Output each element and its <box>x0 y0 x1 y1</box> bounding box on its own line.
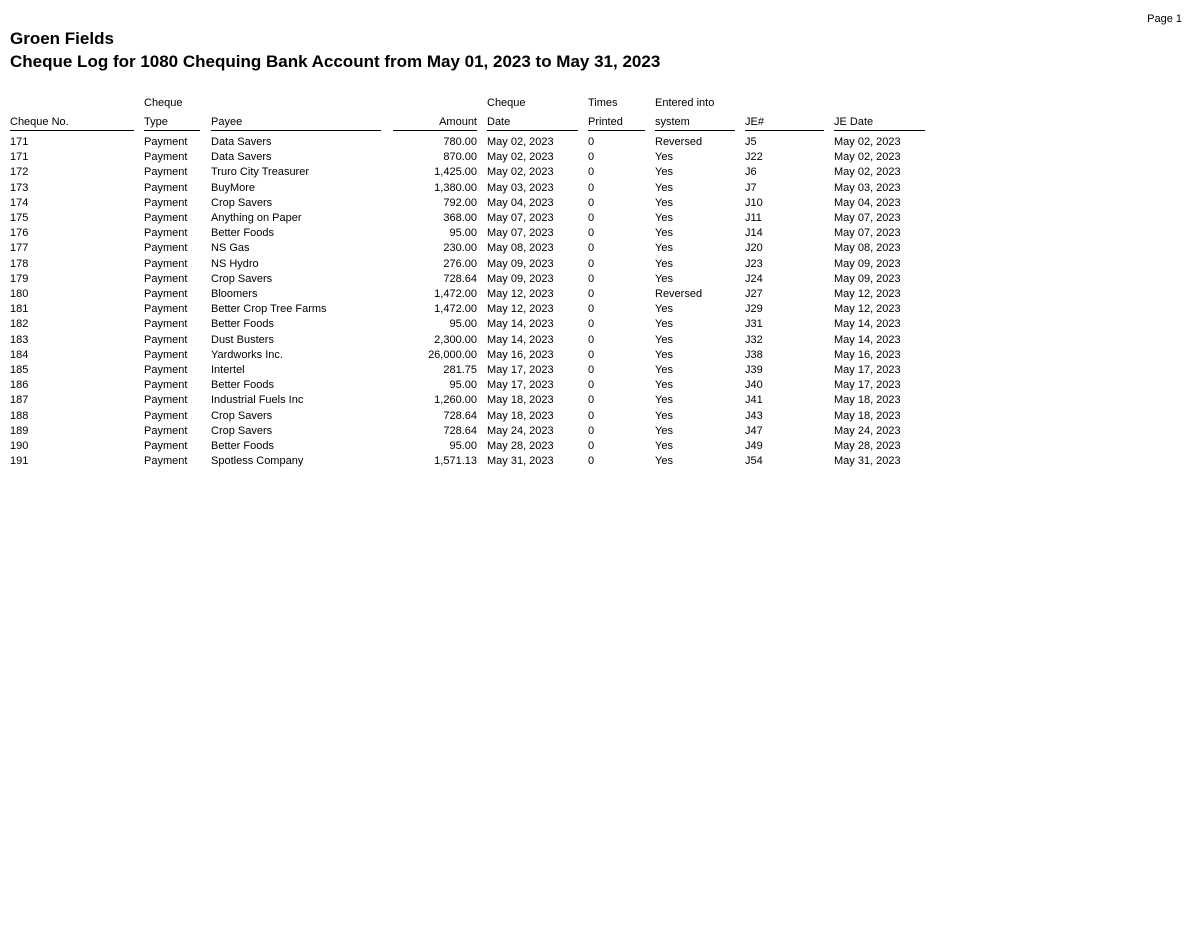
table-cell-cheque_no: 175 <box>10 212 29 224</box>
table-cell-type: Payment <box>144 288 188 300</box>
table-cell-times_printed: 0 <box>588 440 595 452</box>
table-cell-cheque_no: 181 <box>10 303 29 316</box>
table-cell-cheque_no: 177 <box>10 242 29 255</box>
table-cell-times_printed: 0 <box>588 242 595 255</box>
table-cell-times_printed: 0 <box>588 227 595 240</box>
table-cell-cheque_date: May 02, 2023 <box>487 151 554 164</box>
table-cell-je_date: May 14, 2023 <box>834 333 901 346</box>
table-cell-type: Payment <box>144 440 188 452</box>
table-cell-je_date: May 02, 2023 <box>834 151 901 164</box>
table-cell-amount: 95.00 <box>449 318 477 331</box>
table-cell-cheque_no: 189 <box>10 424 29 437</box>
table-cell-payee: Anything on Paper <box>211 212 302 224</box>
table-cell-cheque_date: May 14, 2023 <box>487 333 554 346</box>
table-cell-entered: Yes <box>655 151 673 164</box>
table-cell-entered: Yes <box>655 196 673 209</box>
table-cell-je_date: May 17, 2023 <box>834 364 901 376</box>
table-cell-entered: Yes <box>655 318 673 331</box>
table-cell-amount: 1,571.13 <box>434 455 477 468</box>
table-cell-cheque_no: 183 <box>10 333 29 346</box>
table-cell-je_no: J29 <box>745 303 763 316</box>
table-cell-entered: Yes <box>655 166 673 179</box>
column-header-type: Type <box>144 116 168 128</box>
table-cell-payee: Yardworks Inc. <box>211 348 283 361</box>
table-cell-cheque_date: May 02, 2023 <box>487 166 554 179</box>
table-cell-payee: Data Savers <box>211 136 272 148</box>
table-cell-je_no: J20 <box>745 242 763 255</box>
table-cell-payee: Better Foods <box>211 227 274 240</box>
column-header-je_date: JE Date <box>834 116 874 128</box>
table-cell-payee: Spotless Company <box>211 455 304 468</box>
table-cell-cheque_no: 191 <box>10 455 29 468</box>
table-cell-entered: Yes <box>655 212 673 224</box>
table-cell-amount: 1,472.00 <box>434 303 477 316</box>
table-cell-je_no: J22 <box>745 151 763 164</box>
table-cell-payee: Crop Savers <box>211 196 273 209</box>
table-cell-cheque_no: 174 <box>10 196 29 209</box>
table-cell-cheque_date: May 24, 2023 <box>487 424 554 437</box>
table-cell-cheque_date: May 02, 2023 <box>487 136 554 148</box>
table-cell-amount: 1,472.00 <box>434 288 477 300</box>
table-cell-type: Payment <box>144 227 188 240</box>
table-cell-entered: Yes <box>655 394 673 407</box>
table-cell-payee: NS Gas <box>211 242 250 255</box>
table-cell-cheque_no: 173 <box>10 181 29 194</box>
table-cell-times_printed: 0 <box>588 196 595 209</box>
table-cell-type: Payment <box>144 424 188 437</box>
table-cell-amount: 26,000.00 <box>428 348 477 361</box>
table-cell-entered: Yes <box>655 409 673 422</box>
table-cell-je_date: May 12, 2023 <box>834 288 901 300</box>
table-cell-je_date: May 08, 2023 <box>834 242 901 255</box>
table-cell-payee: Industrial Fuels Inc <box>211 394 304 407</box>
column-header-payee: Payee <box>211 116 243 128</box>
table-cell-payee: Better Foods <box>211 440 274 452</box>
header-underline <box>487 130 578 131</box>
table-cell-times_printed: 0 <box>588 455 595 468</box>
table-cell-times_printed: 0 <box>588 379 595 392</box>
column-header-je_no: JE# <box>745 116 764 128</box>
table-cell-amount: 780.00 <box>443 136 477 148</box>
column-header-top-times_printed: Times <box>588 97 618 109</box>
table-cell-cheque_date: May 08, 2023 <box>487 242 554 255</box>
table-cell-je_date: May 04, 2023 <box>834 196 901 209</box>
page-number: Page 1 <box>1147 13 1182 25</box>
table-cell-je_no: J40 <box>745 379 763 392</box>
table-cell-type: Payment <box>144 272 188 285</box>
table-cell-entered: Yes <box>655 348 673 361</box>
table-cell-entered: Yes <box>655 227 673 240</box>
table-cell-amount: 95.00 <box>449 440 477 452</box>
table-cell-type: Payment <box>144 151 188 164</box>
table-cell-cheque_no: 184 <box>10 348 29 361</box>
table-cell-cheque_no: 179 <box>10 272 29 285</box>
table-cell-times_printed: 0 <box>588 136 595 148</box>
header-underline <box>211 130 381 131</box>
table-cell-payee: Data Savers <box>211 151 272 164</box>
table-cell-je_no: J11 <box>745 212 762 224</box>
table-cell-cheque_date: May 17, 2023 <box>487 379 554 392</box>
table-cell-type: Payment <box>144 181 188 194</box>
table-cell-amount: 1,260.00 <box>434 394 477 407</box>
column-header-top-entered: Entered into <box>655 97 715 109</box>
table-cell-amount: 276.00 <box>443 257 477 270</box>
table-cell-cheque_no: 190 <box>10 440 29 452</box>
header-underline <box>745 130 824 131</box>
column-header-top-type: Cheque <box>144 97 183 109</box>
table-cell-payee: BuyMore <box>211 181 256 194</box>
table-cell-entered: Yes <box>655 440 673 452</box>
table-cell-type: Payment <box>144 257 188 270</box>
table-cell-je_no: J6 <box>745 166 757 179</box>
table-cell-entered: Yes <box>655 333 673 346</box>
table-cell-cheque_date: May 18, 2023 <box>487 394 554 407</box>
table-cell-cheque_date: May 16, 2023 <box>487 348 554 361</box>
table-cell-je_no: J10 <box>745 196 763 209</box>
table-cell-je_no: J7 <box>745 181 757 194</box>
table-cell-type: Payment <box>144 242 188 255</box>
table-cell-amount: 95.00 <box>449 227 477 240</box>
table-cell-cheque_date: May 09, 2023 <box>487 272 554 285</box>
table-cell-je_no: J32 <box>745 333 763 346</box>
table-cell-entered: Yes <box>655 424 673 437</box>
table-cell-times_printed: 0 <box>588 424 595 437</box>
table-cell-type: Payment <box>144 409 188 422</box>
table-cell-cheque_date: May 12, 2023 <box>487 288 554 300</box>
table-cell-entered: Yes <box>655 257 673 270</box>
table-cell-entered: Yes <box>655 272 673 285</box>
table-cell-je_date: May 12, 2023 <box>834 303 901 316</box>
table-cell-je_date: May 16, 2023 <box>834 348 901 361</box>
table-cell-cheque_date: May 04, 2023 <box>487 196 554 209</box>
table-cell-cheque_date: May 18, 2023 <box>487 409 554 422</box>
column-header-cheque_no: Cheque No. <box>10 116 69 128</box>
table-cell-amount: 368.00 <box>443 212 477 224</box>
table-cell-amount: 728.64 <box>443 272 477 285</box>
table-cell-je_date: May 31, 2023 <box>834 455 901 468</box>
table-cell-times_printed: 0 <box>588 272 595 285</box>
column-header-entered: system <box>655 116 690 128</box>
table-cell-amount: 1,380.00 <box>434 181 477 194</box>
table-cell-je_no: J31 <box>745 318 763 331</box>
table-cell-amount: 870.00 <box>443 151 477 164</box>
table-cell-je_date: May 24, 2023 <box>834 424 901 437</box>
table-cell-cheque_date: May 03, 2023 <box>487 181 554 194</box>
table-cell-payee: Better Foods <box>211 379 274 392</box>
table-cell-cheque_no: 171 <box>10 136 29 148</box>
table-cell-cheque_date: May 09, 2023 <box>487 257 554 270</box>
table-cell-cheque_date: May 17, 2023 <box>487 364 554 376</box>
table-cell-amount: 281.75 <box>443 364 477 376</box>
table-cell-times_printed: 0 <box>588 288 595 300</box>
header-underline <box>588 130 645 131</box>
table-cell-je_no: J39 <box>745 364 763 376</box>
table-cell-payee: Bloomers <box>211 288 258 300</box>
table-cell-times_printed: 0 <box>588 409 595 422</box>
table-cell-times_printed: 0 <box>588 364 595 376</box>
header-underline <box>393 130 477 131</box>
table-cell-payee: Truro City Treasurer <box>211 166 310 179</box>
table-cell-entered: Yes <box>655 181 673 194</box>
table-cell-cheque_date: May 07, 2023 <box>487 227 554 240</box>
table-cell-je_date: May 17, 2023 <box>834 379 901 392</box>
table-cell-type: Payment <box>144 348 188 361</box>
table-cell-times_printed: 0 <box>588 181 595 194</box>
table-cell-times_printed: 0 <box>588 303 595 316</box>
report-title: Cheque Log for 1080 Chequing Bank Account from May 01, 2023 to May 31, 2023 <box>10 52 661 71</box>
table-cell-type: Payment <box>144 212 188 224</box>
header-underline <box>10 130 134 131</box>
header-underline <box>144 130 200 131</box>
table-cell-je_no: J43 <box>745 409 763 422</box>
table-cell-entered: Reversed <box>655 136 703 148</box>
table-cell-je_date: May 02, 2023 <box>834 136 901 148</box>
table-cell-type: Payment <box>144 379 188 392</box>
table-cell-entered: Yes <box>655 242 673 255</box>
table-cell-cheque_no: 180 <box>10 288 29 300</box>
table-cell-amount: 792.00 <box>443 196 477 209</box>
table-cell-type: Payment <box>144 455 188 468</box>
table-cell-cheque_no: 171 <box>10 151 29 164</box>
table-cell-je_no: J38 <box>745 348 763 361</box>
table-cell-amount: 2,300.00 <box>434 333 477 346</box>
table-cell-entered: Reversed <box>655 288 703 300</box>
table-cell-amount: 1,425.00 <box>434 166 477 179</box>
table-cell-entered: Yes <box>655 379 673 392</box>
table-cell-times_printed: 0 <box>588 318 595 331</box>
table-cell-amount: 95.00 <box>449 379 477 392</box>
company-name: Groen Fields <box>10 29 114 48</box>
table-cell-times_printed: 0 <box>588 348 595 361</box>
table-cell-cheque_no: 176 <box>10 227 29 240</box>
table-cell-cheque_no: 187 <box>10 394 29 407</box>
table-cell-je_date: May 09, 2023 <box>834 272 901 285</box>
table-cell-je_no: J23 <box>745 257 763 270</box>
table-cell-amount: 728.64 <box>443 424 477 437</box>
header-underline <box>834 130 925 131</box>
table-cell-payee: Crop Savers <box>211 424 273 437</box>
table-cell-payee: Crop Savers <box>211 409 273 422</box>
table-cell-entered: Yes <box>655 364 673 376</box>
table-cell-times_printed: 0 <box>588 212 595 224</box>
table-cell-je_no: J49 <box>745 440 763 452</box>
column-header-top-cheque_date: Cheque <box>487 97 526 109</box>
table-cell-amount: 230.00 <box>443 242 477 255</box>
table-cell-times_printed: 0 <box>588 257 595 270</box>
table-cell-entered: Yes <box>655 303 673 316</box>
table-cell-je_date: May 09, 2023 <box>834 257 901 270</box>
table-cell-je_date: May 07, 2023 <box>834 227 901 240</box>
table-cell-amount: 728.64 <box>443 409 477 422</box>
table-cell-je_date: May 03, 2023 <box>834 181 901 194</box>
table-cell-payee: Better Foods <box>211 318 274 331</box>
table-cell-payee: NS Hydro <box>211 257 259 270</box>
table-cell-entered: Yes <box>655 455 673 468</box>
table-cell-cheque_no: 185 <box>10 364 29 376</box>
table-cell-je_no: J47 <box>745 424 763 437</box>
table-cell-type: Payment <box>144 394 188 407</box>
table-cell-je_no: J24 <box>745 272 763 285</box>
table-cell-times_printed: 0 <box>588 333 595 346</box>
table-cell-je_no: J14 <box>745 227 763 240</box>
table-cell-je_no: J54 <box>745 455 763 468</box>
table-cell-type: Payment <box>144 318 188 331</box>
table-cell-type: Payment <box>144 166 188 179</box>
table-cell-payee: Dust Busters <box>211 333 274 346</box>
table-cell-cheque_date: May 28, 2023 <box>487 440 554 452</box>
table-cell-je_date: May 18, 2023 <box>834 409 901 422</box>
table-cell-type: Payment <box>144 364 188 376</box>
table-cell-je_date: May 14, 2023 <box>834 318 901 331</box>
table-cell-times_printed: 0 <box>588 166 595 179</box>
table-cell-type: Payment <box>144 136 188 148</box>
table-cell-payee: Better Crop Tree Farms <box>211 303 327 316</box>
table-cell-cheque_date: May 31, 2023 <box>487 455 554 468</box>
table-cell-je_date: May 02, 2023 <box>834 166 901 179</box>
column-header-cheque_date: Date <box>487 116 511 128</box>
table-cell-cheque_date: May 07, 2023 <box>487 212 554 224</box>
table-cell-type: Payment <box>144 196 188 209</box>
table-cell-je_date: May 28, 2023 <box>834 440 901 452</box>
table-cell-type: Payment <box>144 303 188 316</box>
header-underline <box>655 130 735 131</box>
column-header-amount: Amount <box>439 116 477 128</box>
table-cell-je_date: May 07, 2023 <box>834 212 901 224</box>
table-cell-cheque_no: 188 <box>10 409 29 422</box>
table-cell-cheque_no: 172 <box>10 166 29 179</box>
table-cell-je_no: J27 <box>745 288 763 300</box>
table-cell-type: Payment <box>144 333 188 346</box>
table-cell-je_no: J41 <box>745 394 763 407</box>
table-cell-times_printed: 0 <box>588 394 595 407</box>
table-cell-cheque_no: 186 <box>10 379 29 392</box>
table-cell-cheque_date: May 12, 2023 <box>487 303 554 316</box>
table-cell-payee: Intertel <box>211 364 245 376</box>
table-cell-je_date: May 18, 2023 <box>834 394 901 407</box>
table-cell-cheque_no: 182 <box>10 318 29 331</box>
table-cell-cheque_date: May 14, 2023 <box>487 318 554 331</box>
table-cell-je_no: J5 <box>745 136 757 148</box>
table-cell-cheque_no: 178 <box>10 257 29 270</box>
column-header-times_printed: Printed <box>588 116 623 128</box>
table-cell-times_printed: 0 <box>588 151 595 164</box>
table-cell-payee: Crop Savers <box>211 272 273 285</box>
